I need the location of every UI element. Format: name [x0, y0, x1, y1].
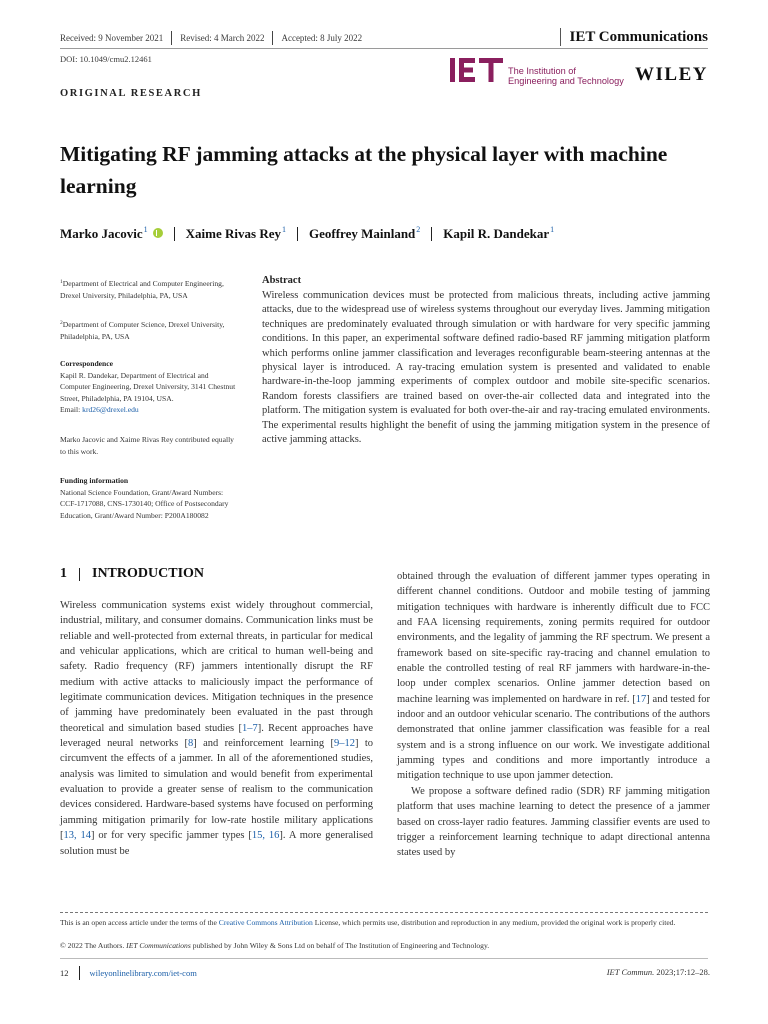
divider: [431, 227, 432, 241]
section-title: INTRODUCTION: [92, 566, 205, 581]
page-footer: [60, 966, 197, 980]
citation-link[interactable]: 17: [635, 693, 647, 705]
text: © 2022 The Authors.: [60, 941, 127, 950]
divider: [174, 227, 175, 241]
email-label: Email:: [60, 405, 83, 415]
section-number: 1: [60, 566, 67, 581]
orcid-icon[interactable]: [153, 228, 163, 238]
affiliation-text: Department of Electrical and Computer Engineering, Drexel University, Philadelphia, PA, USA: [60, 279, 224, 300]
divider: [297, 227, 298, 241]
citation-link[interactable]: 15, 16: [251, 830, 280, 842]
header-rule: [60, 48, 708, 49]
divider: [79, 568, 80, 581]
author[interactable]: [309, 225, 420, 242]
accepted-date: Accepted: 8 July 2022: [281, 33, 363, 43]
journal-url[interactable]: wileyonlinelibrary.com/iet-com: [89, 968, 197, 978]
citation-link[interactable]: 1–7: [241, 722, 258, 734]
author-list: [60, 225, 554, 242]
paragraph: [397, 569, 710, 784]
open-access-note: [60, 917, 710, 928]
footer-rule: [60, 958, 708, 959]
text: ] and reinforcement learning [: [193, 738, 335, 750]
journal-title[interactable]: IET Communications: [569, 28, 708, 45]
received-date: Received: 9 November 2021: [60, 33, 164, 43]
institution-line: The Institution of: [508, 66, 576, 76]
journal-name: [560, 28, 708, 46]
author-name: Kapil R. Dandekar: [443, 226, 550, 241]
abstract-text: Wireless communication devices must be protected from malicious threats, including active jamming attacks, due to the widespread use of wireless systems throughout our everyday lives. Jamming mitigation techniques are predominately evaluated through simulation or with hardware for very specific jamming conditions. In this paper, an experimental software defined radio-based RF jamming mitigation platform which performs online jammer classification and leverages reconfigurable beam-steering antennas at the physical layer is introduced. A ray-tracing emulation system is presented and validated to enable hardware-in-the-loop jamming experiments of complex outdoor and mobile site-specific scenarios. Random forests classifiers are trained based on over-the-air collected data and integrated into the platform. The mitigation system is evaluated for both over-the-air and ray-tracing emulated environments. The experimental results highlight the benefit of using the jamming mitigation system in the presence of active jamming attacks.: [262, 290, 710, 446]
author-name: Geoffrey Mainland: [309, 226, 416, 241]
paragraph: [60, 598, 373, 859]
license-link[interactable]: Creative Commons Attribution: [218, 918, 313, 927]
intro-left-column: [60, 598, 373, 859]
iet-logo: [450, 57, 504, 83]
institution-name: [508, 66, 624, 86]
text: ] and tested for indoor and an outdoor vehicular scenario. The contributions of the authors demonstrated that online jammer classification was feasible for a real system and is a strong influence on our work. We investigate additional jamming types and conditions and more importantly introduce a mitigation technique to use upon jammer detection.: [397, 693, 710, 782]
correspondence: [60, 358, 240, 416]
revised-date: Revised: 4 March 2022: [180, 33, 265, 43]
email-link[interactable]: krd26@drexel.edu: [82, 405, 139, 415]
paragraph: We propose a software defined radio (SDR) RF jamming mitigation platform that uses machine learning to detect the presence of a jammer based on cross-layer radio features. Jamming classifier events are used to trigger a reinforcement learning technique to adapt directional antenna states used by: [397, 785, 710, 859]
affiliation-mark: 1: [143, 225, 148, 234]
affiliation-1: [60, 277, 240, 301]
author-name: Xaime Rivas Rey: [185, 226, 281, 241]
citation-volume: 2023;17:12–28.: [654, 967, 710, 977]
intro-right-column: [397, 569, 710, 861]
affiliation-mark: 2: [60, 320, 63, 326]
page-number: 12: [60, 968, 69, 978]
author[interactable]: [60, 225, 163, 242]
citation-line: [607, 967, 710, 977]
text: ] or for very specific jammer types [: [91, 830, 252, 842]
affiliation-mark: 2: [416, 225, 421, 234]
text: ] to circumvent the effects of a jammer. In all of the aforementioned studies, analysis was limited to simulation and would benefit from experimental evaluation to provide a greater sense of realism to the communication devices considered. Hardware-based systems have focused on performing jamming mitigation primarily for low-rate hostile military applications [: [60, 738, 374, 842]
citation-journal: IET Commun.: [606, 967, 655, 977]
funding-text: National Science Foundation, Grant/Award Numbers: CCF-1717088, CNS-1730140; Office of Postsecondary Education, Grant/Award Number: P200A180082: [60, 487, 229, 520]
text: obtained through the evaluation of different jammer types operating in different channel conditions. Outdoor and mobile testing of jamming mitigation techniques with hardware is inherently difficult due to FCC and FAA licensing requirements, zoning permits required for outdoor environments, and the legality of jamming the RF spectrum. We present a framework based on site-specific ray-tracing and channel emulation to enable the controlled testing of real RF jammers with hardware-in-the-loop under complex scenarios. Online jammer detection based on machine learning was implemented on hardware in ref. [: [397, 571, 710, 705]
email-line: [60, 404, 240, 416]
article-type: ORIGINAL RESEARCH: [60, 88, 202, 99]
section-heading: [60, 566, 204, 582]
footnote-rule: [60, 912, 708, 913]
journal-name-italic: IET Communications: [126, 941, 191, 950]
divider: [560, 28, 561, 46]
citation-link[interactable]: 8: [188, 738, 194, 750]
divider: [171, 31, 172, 45]
article-dates: [60, 31, 362, 45]
institution-line: Engineering and Technology: [508, 76, 624, 86]
correspondence-text: Kapil R. Dandekar, Department of Electrical and Computer Engineering, Drexel University, 3141 Chestnut Street, Philadelphia, PA 19104, USA.: [60, 370, 236, 403]
affiliation-mark: 1: [550, 225, 555, 234]
citation-link[interactable]: 13, 14: [63, 830, 92, 842]
abstract-heading: Abstract: [262, 275, 302, 286]
affiliation-text: Department of Computer Science, Drexel University, Philadelphia, PA, USA: [60, 320, 225, 341]
correspondence-heading: Correspondence: [60, 359, 114, 368]
text: published by John Wiley & Sons Ltd on behalf of The Institution of Engineering and Technology.: [190, 941, 490, 950]
divider: [272, 31, 273, 45]
funding-heading: Funding information: [60, 476, 129, 485]
funding-info: [60, 475, 240, 521]
text: This is an open access article under the terms of the: [60, 918, 219, 927]
divider: [79, 966, 80, 980]
text: ]. A more generalised solution must be: [60, 830, 373, 857]
contribution-note: Marko Jacovic and Xaime Rivas Rey contributed equally to this work.: [60, 435, 234, 456]
author[interactable]: [443, 225, 554, 242]
affiliation-mark: 1: [282, 225, 286, 234]
text: ]. Recent approaches have leveraged neural networks [: [60, 722, 373, 750]
affiliation-2: [60, 318, 240, 342]
author-name: Marko Jacovic: [60, 226, 143, 241]
text: Wireless communication systems exist widely throughout commercial, industrial, military, and consumer domains. Communication links must be reliable and well-protected from external threats, in particular for medical and vehicular applications, which are critical to human well-being and safety. Radio frequency (RF) jammers intentionally disrupt the RF medium with active attacks to maliciously impact the performance of legitimate communication devices. Mitigation techniques in the presence of jamming have predominately been evaluated in the past through theoretical and simulation based studies [: [60, 600, 373, 734]
doi[interactable]: DOI: 10.1049/cmu2.12461: [60, 54, 152, 64]
article-title: Mitigating RF jamming attacks at the physical layer with machine learning: [60, 142, 668, 198]
affiliation-mark: 1: [60, 279, 63, 285]
text: License, which permits use, distribution and reproduction in any medium, provided the original work is properly cited.: [312, 918, 676, 927]
author[interactable]: [186, 225, 286, 242]
wiley-logo: WILEY: [635, 64, 708, 85]
copyright-note: [60, 941, 489, 950]
citation-link[interactable]: 9–12: [334, 738, 356, 750]
